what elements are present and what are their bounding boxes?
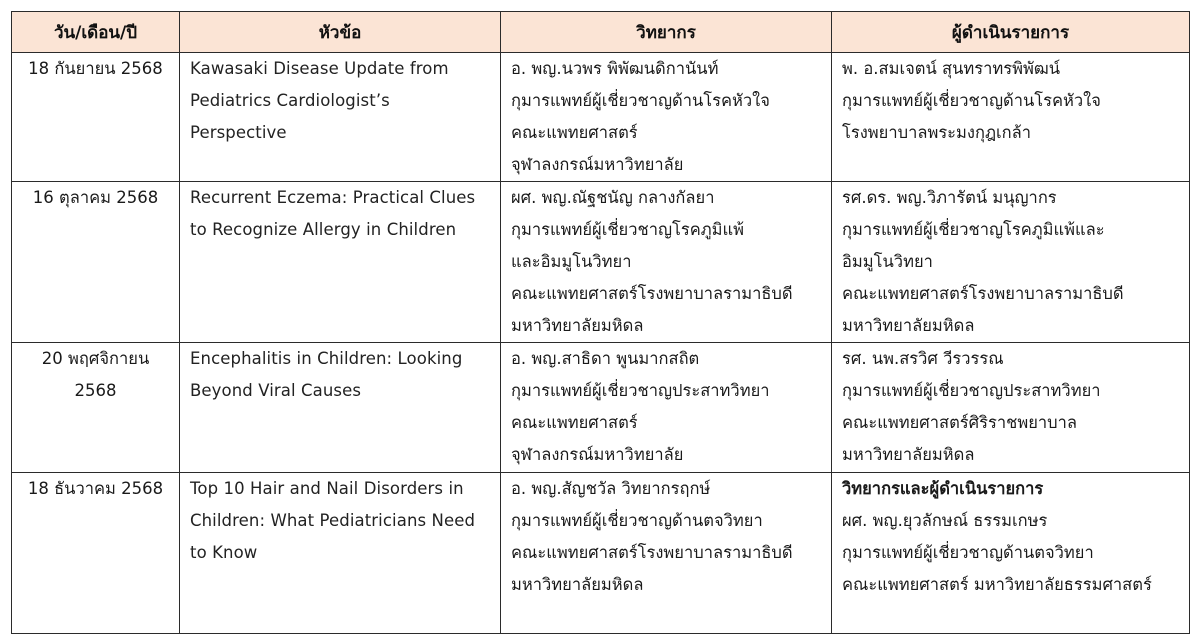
table-body: [12, 53, 1190, 634]
date-cell: [12, 53, 180, 182]
topic-line: Perspective: [190, 123, 287, 142]
moderator-line: รศ.ดร. พญ.วิภารัตน์ มนุญากร: [842, 188, 1057, 207]
moderator-line: รศ. นพ.สรวิศ วีรวรรณ: [842, 349, 1004, 368]
table-header: [12, 12, 1190, 53]
topic-line: Top 10 Hair and Nail Disorders in: [190, 479, 464, 498]
speaker-line: จุฬาลงกรณ์มหาวิทยาลัย: [511, 445, 684, 464]
speaker-line: อ. พญ.สัญชวัล วิทยากรฤกษ์: [511, 479, 711, 498]
moderator-line: มหาวิทยาลัยมหิดล: [842, 445, 975, 464]
topic-cell: [180, 182, 501, 343]
moderator-line: กุมารแพทย์ผู้เชี่ยวชาญโรคภูมิแพ้และ: [842, 220, 1105, 239]
speaker-cell: [501, 182, 832, 343]
moderator-line: กุมารแพทย์ผู้เชี่ยวชาญประสาทวิทยา: [842, 381, 1101, 400]
speaker-line: คณะแพทยศาสตร์โรงพยาบาลรามาธิบดี: [511, 284, 793, 303]
topic-line: Encephalitis in Children: Looking: [190, 349, 463, 368]
header-moderator: ผู้ดำเนินรายการ: [832, 12, 1190, 53]
moderator-line: คณะแพทยศาสตร์ศิริราชพยาบาล: [842, 413, 1077, 432]
speaker-line: จุฬาลงกรณ์มหาวิทยาลัย: [511, 155, 684, 174]
topic-line: Children: What Pediatricians Need: [190, 511, 476, 530]
moderator-line: กุมารแพทย์ผู้เชี่ยวชาญด้านตจวิทยา: [842, 543, 1094, 562]
topic-line: Pediatrics Cardiologist’s: [190, 91, 390, 110]
date-cell: [12, 473, 180, 634]
moderator-line: โรงพยาบาลพระมงกุฎเกล้า: [842, 123, 1032, 142]
speaker-line: กุมารแพทย์ผู้เชี่ยวชาญด้านโรคหัวใจ: [511, 91, 770, 110]
moderator-cell: [832, 343, 1190, 473]
moderator-line: กุมารแพทย์ผู้เชี่ยวชาญด้านโรคหัวใจ: [842, 91, 1101, 110]
speaker-line: คณะแพทยศาสตร์โรงพยาบาลรามาธิบดี: [511, 543, 793, 562]
moderator-cell: [832, 182, 1190, 343]
date-line: 20 พฤศจิกายน: [41, 349, 150, 368]
speaker-line: กุมารแพทย์ผู้เชี่ยวชาญด้านตจวิทยา: [511, 511, 763, 530]
moderator-role-heading: วิทยากรและผู้ดำเนินรายการ: [842, 479, 1044, 498]
speaker-line: กุมารแพทย์ผู้เชี่ยวชาญโรคภูมิแพ้: [511, 220, 745, 239]
speaker-line: ผศ. พญ.ณัฐชนัญ กลางกัลยา: [511, 188, 715, 207]
header-topic: หัวข้อ: [180, 12, 501, 53]
topic-cell: [180, 473, 501, 634]
speaker-line: และอิมมูโนวิทยา: [511, 252, 632, 271]
moderator-line: อิมมูโนวิทยา: [842, 252, 933, 271]
header-row: [12, 12, 1190, 53]
moderator-line: มหาวิทยาลัยมหิดล: [842, 316, 975, 335]
date-line: 18 กันยายน 2568: [28, 59, 163, 78]
table-row: [12, 343, 1190, 473]
header-date: วัน/เดือน/ปี: [12, 12, 180, 53]
speaker-line: คณะแพทยศาสตร์: [511, 413, 638, 432]
table-row: [12, 53, 1190, 182]
speaker-cell: [501, 53, 832, 182]
speaker-cell: [501, 343, 832, 473]
moderator-cell: [832, 473, 1190, 634]
date-line: 2568: [74, 381, 117, 400]
moderator-line: คณะแพทยศาสตร์โรงพยาบาลรามาธิบดี: [842, 284, 1124, 303]
table-row: [12, 182, 1190, 343]
schedule-table: [11, 11, 1190, 634]
speaker-line: มหาวิทยาลัยมหิดล: [511, 316, 644, 335]
topic-cell: [180, 343, 501, 473]
topic-line: Kawasaki Disease Update from: [190, 59, 449, 78]
date-line: 16 ตุลาคม 2568: [32, 188, 159, 207]
speaker-line: กุมารแพทย์ผู้เชี่ยวชาญประสาทวิทยา: [511, 381, 770, 400]
topic-line: to Recognize Allergy in Children: [190, 220, 457, 239]
moderator-line: ผศ. พญ.ยุวลักษณ์ ธรรมเกษร: [842, 511, 1048, 530]
speaker-line: อ. พญ.นวพร พิพัฒนดิกานันท์: [511, 59, 719, 78]
topic-line: Recurrent Eczema: Practical Clues: [190, 188, 476, 207]
speaker-line: คณะแพทยศาสตร์: [511, 123, 638, 142]
speaker-line: มหาวิทยาลัยมหิดล: [511, 575, 644, 594]
topic-line: Beyond Viral Causes: [190, 381, 362, 400]
topic-cell: [180, 53, 501, 182]
moderator-line: คณะแพทยศาสตร์ มหาวิทยาลัยธรรมศาสตร์: [842, 575, 1152, 594]
table-row: [12, 473, 1190, 634]
moderator-cell: [832, 53, 1190, 182]
moderator-line: พ. อ.สมเจตน์ สุนทราทรพิพัฒน์: [842, 59, 1061, 78]
speaker-cell: [501, 473, 832, 634]
header-speaker: วิทยากร: [501, 12, 832, 53]
topic-line: to Know: [190, 543, 258, 562]
date-cell: [12, 343, 180, 473]
date-line: 18 ธันวาคม 2568: [27, 479, 164, 498]
date-cell: [12, 182, 180, 343]
speaker-line: อ. พญ.สาธิดา พูนมากสถิต: [511, 349, 700, 368]
